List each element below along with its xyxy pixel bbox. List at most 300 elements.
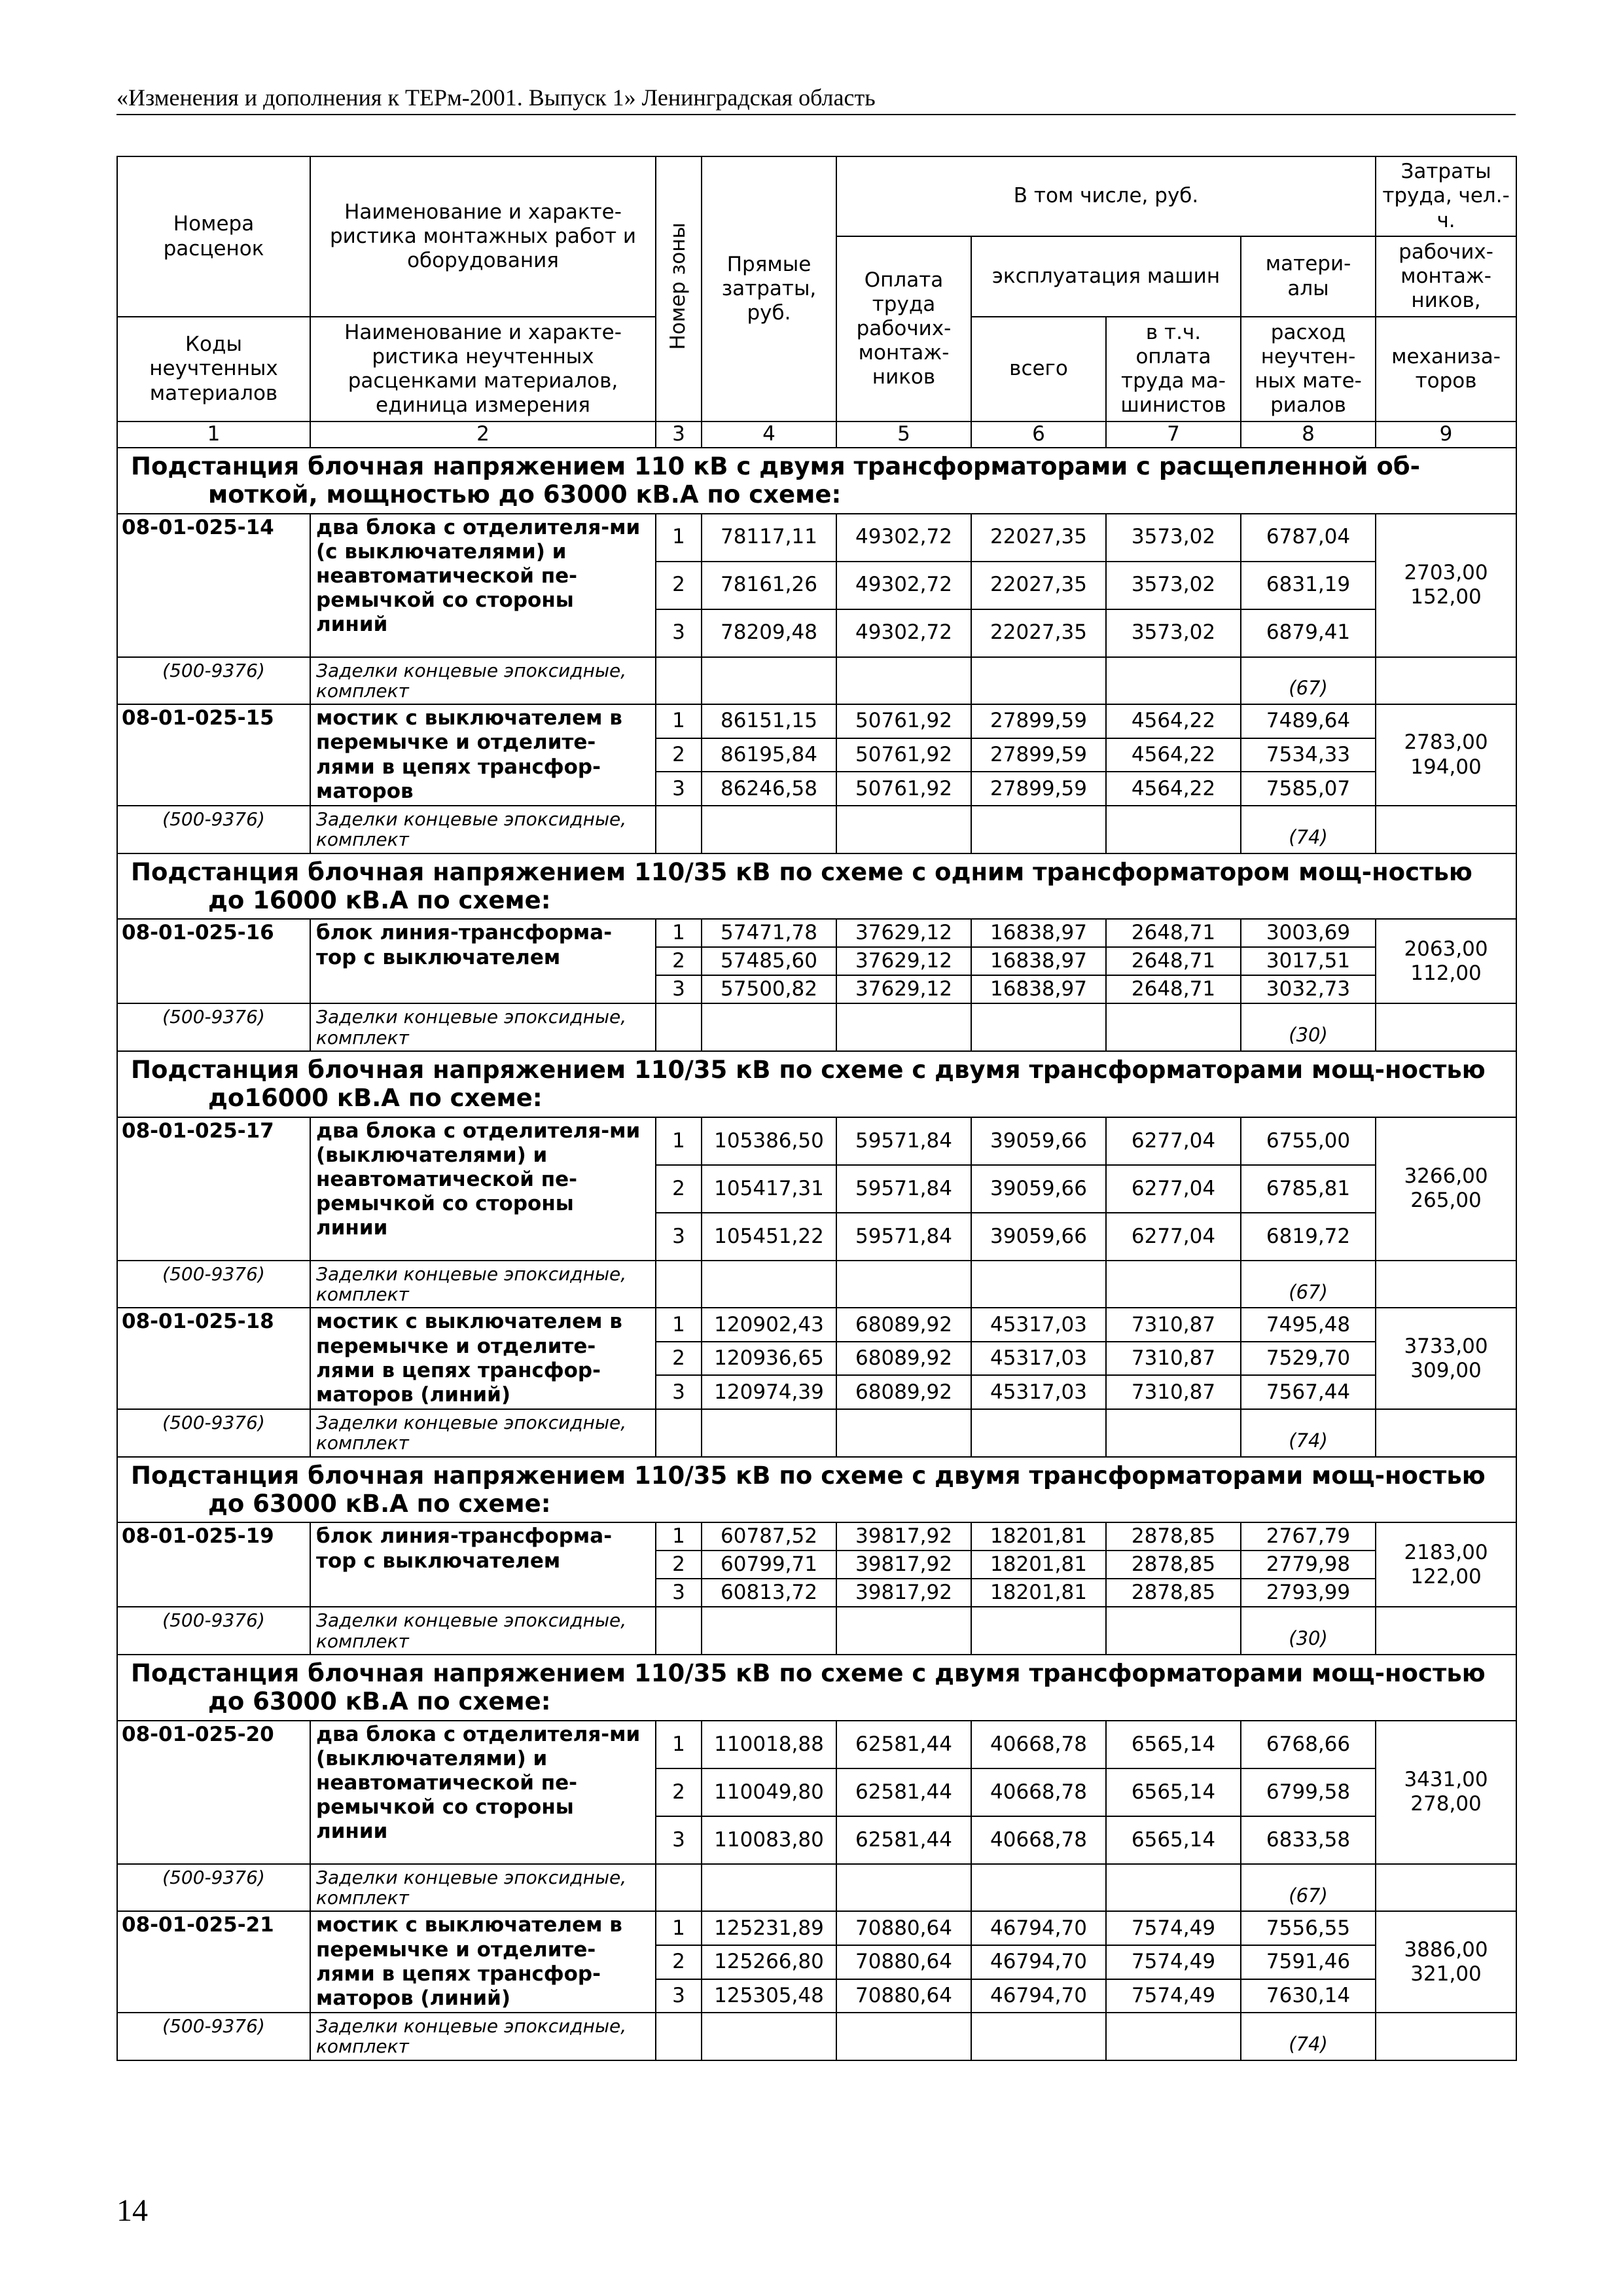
labor-mechanics: 321,00 bbox=[1410, 1962, 1482, 1986]
machinist-pay: 6565,14 bbox=[1106, 1768, 1241, 1816]
material-code: (500-9376) bbox=[117, 1261, 310, 1308]
col9-header-c: механиза-торов bbox=[1376, 317, 1516, 422]
empty-cell bbox=[1376, 2013, 1516, 2060]
section-title bbox=[117, 1051, 1516, 1117]
empty-cell bbox=[836, 2013, 971, 2060]
worker-pay: 49302,72 bbox=[836, 562, 971, 609]
work-name: блок линия-трансформа-тор с выключателем bbox=[310, 1522, 656, 1607]
col7-header: в т.ч. оплата труда ма-шинистов bbox=[1106, 317, 1241, 422]
group-header: В том числе, руб. bbox=[836, 156, 1376, 236]
machine-costs: 39059,66 bbox=[971, 1165, 1106, 1213]
material-code: (500-9376) bbox=[117, 806, 310, 853]
table-body bbox=[117, 448, 1516, 2060]
material-quantity: (67) bbox=[1241, 657, 1376, 705]
zone-number: 3 bbox=[656, 772, 702, 806]
materials-cost: 7567,44 bbox=[1241, 1375, 1376, 1409]
empty-cell bbox=[836, 1261, 971, 1308]
zone-number: 1 bbox=[656, 1911, 702, 1945]
materials-cost: 3017,51 bbox=[1241, 947, 1376, 975]
section-title-text: Подстанция блочная напряжением 110/35 кВ по схеме с одним трансформатором мощ-ностью до 16000 кВ.А по схеме: bbox=[131, 857, 1472, 915]
table-row bbox=[117, 1117, 1516, 1165]
col2-header-bottom: Наименование и характе-ристика неучтенных расценками материалов, единица измерения bbox=[310, 317, 656, 422]
labor-workers: 3886,00 bbox=[1404, 1937, 1488, 1962]
labor-workers: 3733,00 bbox=[1404, 1334, 1488, 1358]
zone-number: 2 bbox=[656, 1945, 702, 1979]
labor-workers: 3266,00 bbox=[1404, 1164, 1488, 1188]
material-code: (500-9376) bbox=[117, 2013, 310, 2060]
direct-costs: 86195,84 bbox=[702, 738, 836, 772]
col6-header: всего bbox=[971, 317, 1106, 422]
empty-cell bbox=[836, 1003, 971, 1051]
machinist-pay: 3573,02 bbox=[1106, 609, 1241, 657]
materials-cost: 3032,73 bbox=[1241, 975, 1376, 1003]
empty-cell bbox=[702, 1261, 836, 1308]
machine-costs: 45317,03 bbox=[971, 1375, 1106, 1409]
direct-costs: 125266,80 bbox=[702, 1945, 836, 1979]
empty-cell bbox=[656, 1003, 702, 1051]
material-row bbox=[117, 1261, 1516, 1308]
direct-costs: 57485,60 bbox=[702, 947, 836, 975]
empty-cell bbox=[656, 2013, 702, 2060]
empty-cell bbox=[1106, 1864, 1241, 1912]
worker-pay: 39817,92 bbox=[836, 1579, 971, 1607]
zone-number: 1 bbox=[656, 1117, 702, 1165]
zone-number: 3 bbox=[656, 975, 702, 1003]
machine-costs: 22027,35 bbox=[971, 514, 1106, 562]
materials-cost: 6833,58 bbox=[1241, 1816, 1376, 1864]
material-row bbox=[117, 1607, 1516, 1655]
machine-costs: 40668,78 bbox=[971, 1816, 1106, 1864]
material-name: Заделки концевые эпоксидные, комплект bbox=[310, 2013, 656, 2060]
material-code: (500-9376) bbox=[117, 657, 310, 705]
empty-cell bbox=[1376, 1409, 1516, 1457]
zone-number: 3 bbox=[656, 1213, 702, 1261]
material-name: Заделки концевые эпоксидные, комплект bbox=[310, 657, 656, 705]
empty-cell bbox=[971, 1003, 1106, 1051]
col4-header: Прямые затраты, руб. bbox=[702, 156, 836, 422]
material-row bbox=[117, 2013, 1516, 2060]
section-title bbox=[117, 448, 1516, 514]
worker-pay: 70880,64 bbox=[836, 1979, 971, 2013]
direct-costs: 120936,65 bbox=[702, 1342, 836, 1376]
machinist-pay: 4564,22 bbox=[1106, 772, 1241, 806]
material-code: (500-9376) bbox=[117, 1864, 310, 1912]
material-code: (500-9376) bbox=[117, 1607, 310, 1655]
empty-cell bbox=[656, 806, 702, 853]
zone-number: 2 bbox=[656, 1551, 702, 1579]
machinist-pay: 2878,85 bbox=[1106, 1522, 1241, 1551]
zone-number: 1 bbox=[656, 1308, 702, 1342]
rate-code: 08-01-025-21 bbox=[117, 1911, 310, 2013]
worker-pay: 70880,64 bbox=[836, 1945, 971, 1979]
empty-cell bbox=[971, 1261, 1106, 1308]
worker-pay: 68089,92 bbox=[836, 1375, 971, 1409]
machinist-pay: 2878,85 bbox=[1106, 1551, 1241, 1579]
col2-header-top: Наименование и характе-ристика монтажных работ и оборудования bbox=[310, 156, 656, 317]
rate-code: 08-01-025-16 bbox=[117, 919, 310, 1003]
material-row bbox=[117, 657, 1516, 705]
empty-cell bbox=[1376, 1864, 1516, 1912]
empty-cell bbox=[1106, 657, 1241, 705]
material-quantity: (30) bbox=[1241, 1607, 1376, 1655]
materials-cost: 6755,00 bbox=[1241, 1117, 1376, 1165]
col-number: 9 bbox=[1376, 422, 1516, 448]
col9-header-a: Затраты труда, чел.-ч. bbox=[1376, 156, 1516, 236]
col1-header-top: Номера расценок bbox=[117, 156, 310, 317]
labor-costs bbox=[1376, 1308, 1516, 1409]
direct-costs: 60813,72 bbox=[702, 1579, 836, 1607]
work-name: два блока с отделителя-ми (с выключателями) и неавтоматической пе-ремычкой со стороны линий bbox=[310, 514, 656, 657]
machines-header: эксплуатация машин bbox=[971, 236, 1241, 317]
table-row bbox=[117, 704, 1516, 738]
material-quantity: (74) bbox=[1241, 2013, 1376, 2060]
machinist-pay: 7574,49 bbox=[1106, 1979, 1241, 2013]
rate-code: 08-01-025-17 bbox=[117, 1117, 310, 1261]
section-title-text: Подстанция блочная напряжением 110/35 кВ по схеме с двумя трансформаторами мощ-ностью до16000 кВ.А по схеме: bbox=[131, 1056, 1486, 1113]
price-table bbox=[116, 156, 1517, 2061]
col-number: 2 bbox=[310, 422, 656, 448]
work-name: блок линия-трансформа-тор с выключателем bbox=[310, 919, 656, 1003]
machine-costs: 22027,35 bbox=[971, 562, 1106, 609]
zone-number: 3 bbox=[656, 609, 702, 657]
work-name: мостик с выключателем в перемычке и отделите-лями в цепях трансфор-маторов (линий) bbox=[310, 1911, 656, 2013]
material-row bbox=[117, 1409, 1516, 1457]
col-number: 6 bbox=[971, 422, 1106, 448]
section-title-text: Подстанция блочная напряжением 110 кВ с двумя трансформаторами с расщепленной об-моткой, мощностью до 63000 кВ.А по схеме: bbox=[131, 452, 1420, 509]
material-name: Заделки концевые эпоксидные, комплект bbox=[310, 1409, 656, 1457]
material-quantity: (30) bbox=[1241, 1003, 1376, 1051]
direct-costs: 125231,89 bbox=[702, 1911, 836, 1945]
labor-mechanics: 152,00 bbox=[1410, 585, 1482, 609]
materials-cost: 7630,14 bbox=[1241, 1979, 1376, 2013]
materials-cost: 6879,41 bbox=[1241, 609, 1376, 657]
empty-cell bbox=[1106, 1409, 1241, 1457]
worker-pay: 59571,84 bbox=[836, 1117, 971, 1165]
material-row bbox=[117, 1003, 1516, 1051]
labor-costs bbox=[1376, 704, 1516, 806]
col-number: 1 bbox=[117, 422, 310, 448]
empty-cell bbox=[702, 1409, 836, 1457]
worker-pay: 62581,44 bbox=[836, 1816, 971, 1864]
worker-pay: 59571,84 bbox=[836, 1165, 971, 1213]
labor-costs bbox=[1376, 1522, 1516, 1607]
material-name: Заделки концевые эпоксидные, комплект bbox=[310, 1003, 656, 1051]
machine-costs: 18201,81 bbox=[971, 1522, 1106, 1551]
table-row bbox=[117, 919, 1516, 947]
machine-costs: 45317,03 bbox=[971, 1308, 1106, 1342]
col-number: 8 bbox=[1241, 422, 1376, 448]
machinist-pay: 7574,49 bbox=[1106, 1945, 1241, 1979]
work-name: два блока с отделителя-ми (выключателями) и неавтоматической пе-ремычкой со стороны линии bbox=[310, 1721, 656, 1864]
materials-cost: 6787,04 bbox=[1241, 514, 1376, 562]
materials-cost: 7489,64 bbox=[1241, 704, 1376, 738]
materials-cost: 2767,79 bbox=[1241, 1522, 1376, 1551]
table-row bbox=[117, 1308, 1516, 1342]
worker-pay: 68089,92 bbox=[836, 1308, 971, 1342]
empty-cell bbox=[702, 657, 836, 705]
empty-cell bbox=[1376, 1607, 1516, 1655]
machinist-pay: 6277,04 bbox=[1106, 1117, 1241, 1165]
header-rule bbox=[116, 114, 1516, 115]
empty-cell bbox=[656, 1261, 702, 1308]
material-code: (500-9376) bbox=[117, 1003, 310, 1051]
direct-costs: 78209,48 bbox=[702, 609, 836, 657]
zone-number: 1 bbox=[656, 1522, 702, 1551]
rate-code: 08-01-025-15 bbox=[117, 704, 310, 806]
empty-cell bbox=[1106, 1261, 1241, 1308]
col-number: 5 bbox=[836, 422, 971, 448]
direct-costs: 110049,80 bbox=[702, 1768, 836, 1816]
direct-costs: 78117,11 bbox=[702, 514, 836, 562]
zone-number: 2 bbox=[656, 562, 702, 609]
material-quantity: (74) bbox=[1241, 806, 1376, 853]
col8-header-top: матери-алы bbox=[1241, 236, 1376, 317]
material-name: Заделки концевые эпоксидные, комплект bbox=[310, 806, 656, 853]
section-title bbox=[117, 1457, 1516, 1523]
material-quantity: (74) bbox=[1241, 1409, 1376, 1457]
col9-header-b: рабочих-монтаж-ников, bbox=[1376, 236, 1516, 317]
zone-number: 3 bbox=[656, 1375, 702, 1409]
zone-number: 2 bbox=[656, 1768, 702, 1816]
empty-cell bbox=[1376, 1003, 1516, 1051]
machinist-pay: 2648,71 bbox=[1106, 975, 1241, 1003]
materials-cost: 6768,66 bbox=[1241, 1721, 1376, 1768]
machine-costs: 27899,59 bbox=[971, 772, 1106, 806]
materials-cost: 7495,48 bbox=[1241, 1308, 1376, 1342]
section-title-text: Подстанция блочная напряжением 110/35 кВ по схеме с двумя трансформаторами мощ-ностью до 63000 кВ.А по схеме: bbox=[131, 1461, 1486, 1518]
col5-header: Оплата труда рабочих-монтаж-ников bbox=[836, 236, 971, 422]
empty-cell bbox=[656, 1607, 702, 1655]
machine-costs: 16838,97 bbox=[971, 975, 1106, 1003]
machine-costs: 27899,59 bbox=[971, 704, 1106, 738]
zone-number: 1 bbox=[656, 919, 702, 947]
worker-pay: 39817,92 bbox=[836, 1522, 971, 1551]
empty-cell bbox=[971, 1607, 1106, 1655]
materials-cost: 7556,55 bbox=[1241, 1911, 1376, 1945]
direct-costs: 120974,39 bbox=[702, 1375, 836, 1409]
machine-costs: 22027,35 bbox=[971, 609, 1106, 657]
machine-costs: 18201,81 bbox=[971, 1551, 1106, 1579]
table-row bbox=[117, 1911, 1516, 1945]
work-name: два блока с отделителя-ми (выключателями) и неавтоматической пе-ремычкой со стороны линии bbox=[310, 1117, 656, 1261]
materials-cost: 7529,70 bbox=[1241, 1342, 1376, 1376]
direct-costs: 57471,78 bbox=[702, 919, 836, 947]
machinist-pay: 4564,22 bbox=[1106, 704, 1241, 738]
empty-cell bbox=[702, 1003, 836, 1051]
direct-costs: 57500,82 bbox=[702, 975, 836, 1003]
machinist-pay: 3573,02 bbox=[1106, 514, 1241, 562]
machine-costs: 45317,03 bbox=[971, 1342, 1106, 1376]
zone-number: 1 bbox=[656, 514, 702, 562]
section-title-text: Подстанция блочная напряжением 110/35 кВ по схеме с двумя трансформаторами мощ-ностью до 63000 кВ.А по схеме: bbox=[131, 1659, 1486, 1716]
labor-mechanics: 112,00 bbox=[1410, 961, 1482, 985]
direct-costs: 120902,43 bbox=[702, 1308, 836, 1342]
material-name: Заделки концевые эпоксидные, комплект bbox=[310, 1261, 656, 1308]
machinist-pay: 4564,22 bbox=[1106, 738, 1241, 772]
machine-costs: 40668,78 bbox=[971, 1768, 1106, 1816]
worker-pay: 50761,92 bbox=[836, 772, 971, 806]
labor-mechanics: 122,00 bbox=[1410, 1564, 1482, 1588]
work-name: мостик с выключателем в перемычке и отделите-лями в цепях трансфор-маторов (линий) bbox=[310, 1308, 656, 1409]
zone-number: 2 bbox=[656, 1165, 702, 1213]
worker-pay: 70880,64 bbox=[836, 1911, 971, 1945]
direct-costs: 110018,88 bbox=[702, 1721, 836, 1768]
machinist-pay: 6277,04 bbox=[1106, 1165, 1241, 1213]
materials-cost: 6819,72 bbox=[1241, 1213, 1376, 1261]
rate-code: 08-01-025-19 bbox=[117, 1522, 310, 1607]
machine-costs: 46794,70 bbox=[971, 1911, 1106, 1945]
material-name: Заделки концевые эпоксидные, комплект bbox=[310, 1864, 656, 1912]
direct-costs: 86151,15 bbox=[702, 704, 836, 738]
direct-costs: 78161,26 bbox=[702, 562, 836, 609]
worker-pay: 39817,92 bbox=[836, 1551, 971, 1579]
worker-pay: 50761,92 bbox=[836, 704, 971, 738]
col-number: 3 bbox=[656, 422, 702, 448]
worker-pay: 37629,12 bbox=[836, 919, 971, 947]
direct-costs: 110083,80 bbox=[702, 1816, 836, 1864]
worker-pay: 49302,72 bbox=[836, 514, 971, 562]
labor-costs bbox=[1376, 514, 1516, 657]
machinist-pay: 7310,87 bbox=[1106, 1375, 1241, 1409]
empty-cell bbox=[1376, 806, 1516, 853]
material-code: (500-9376) bbox=[117, 1409, 310, 1457]
materials-cost: 2793,99 bbox=[1241, 1579, 1376, 1607]
empty-cell bbox=[971, 806, 1106, 853]
machine-costs: 46794,70 bbox=[971, 1979, 1106, 2013]
machine-costs: 39059,66 bbox=[971, 1213, 1106, 1261]
col1-header-bottom: Коды неучтенных материалов bbox=[117, 317, 310, 422]
machine-costs: 18201,81 bbox=[971, 1579, 1106, 1607]
table-row bbox=[117, 1522, 1516, 1551]
worker-pay: 62581,44 bbox=[836, 1721, 971, 1768]
machine-costs: 39059,66 bbox=[971, 1117, 1106, 1165]
empty-cell bbox=[971, 1409, 1106, 1457]
direct-costs: 105386,50 bbox=[702, 1117, 836, 1165]
worker-pay: 49302,72 bbox=[836, 609, 971, 657]
machine-costs: 40668,78 bbox=[971, 1721, 1106, 1768]
worker-pay: 68089,92 bbox=[836, 1342, 971, 1376]
labor-workers: 2783,00 bbox=[1404, 730, 1488, 755]
empty-cell bbox=[836, 657, 971, 705]
machinist-pay: 6565,14 bbox=[1106, 1816, 1241, 1864]
work-name: мостик с выключателем в перемычке и отделите-лями в цепях трансфор-маторов bbox=[310, 704, 656, 806]
empty-cell bbox=[702, 1607, 836, 1655]
zone-number: 2 bbox=[656, 738, 702, 772]
empty-cell bbox=[656, 1409, 702, 1457]
empty-cell bbox=[836, 1864, 971, 1912]
direct-costs: 60799,71 bbox=[702, 1551, 836, 1579]
material-row bbox=[117, 806, 1516, 853]
empty-cell bbox=[836, 806, 971, 853]
col-number: 4 bbox=[702, 422, 836, 448]
worker-pay: 50761,92 bbox=[836, 738, 971, 772]
empty-cell bbox=[836, 1409, 971, 1457]
section-title bbox=[117, 1655, 1516, 1721]
labor-costs bbox=[1376, 1721, 1516, 1864]
machine-costs: 16838,97 bbox=[971, 919, 1106, 947]
materials-cost: 3003,69 bbox=[1241, 919, 1376, 947]
labor-costs bbox=[1376, 1117, 1516, 1261]
machinist-pay: 6277,04 bbox=[1106, 1213, 1241, 1261]
zone-number: 2 bbox=[656, 1342, 702, 1376]
materials-cost: 7591,46 bbox=[1241, 1945, 1376, 1979]
labor-workers: 3431,00 bbox=[1404, 1767, 1488, 1791]
material-row bbox=[117, 1864, 1516, 1912]
direct-costs: 125305,48 bbox=[702, 1979, 836, 2013]
machinist-pay: 7574,49 bbox=[1106, 1911, 1241, 1945]
worker-pay: 62581,44 bbox=[836, 1768, 971, 1816]
table-row bbox=[117, 1721, 1516, 1768]
labor-mechanics: 278,00 bbox=[1410, 1792, 1482, 1816]
empty-cell bbox=[702, 1864, 836, 1912]
worker-pay: 37629,12 bbox=[836, 947, 971, 975]
empty-cell bbox=[656, 657, 702, 705]
section-title bbox=[117, 853, 1516, 920]
page-number: 14 bbox=[116, 2193, 148, 2228]
direct-costs: 105451,22 bbox=[702, 1213, 836, 1261]
machinist-pay: 6565,14 bbox=[1106, 1721, 1241, 1768]
labor-workers: 2703,00 bbox=[1404, 560, 1488, 584]
material-quantity: (67) bbox=[1241, 1261, 1376, 1308]
material-name: Заделки концевые эпоксидные, комплект bbox=[310, 1607, 656, 1655]
materials-cost: 7585,07 bbox=[1241, 772, 1376, 806]
machine-costs: 27899,59 bbox=[971, 738, 1106, 772]
machinist-pay: 2648,71 bbox=[1106, 919, 1241, 947]
empty-cell bbox=[1106, 806, 1241, 853]
empty-cell bbox=[971, 657, 1106, 705]
col-number: 7 bbox=[1106, 422, 1241, 448]
labor-mechanics: 309,00 bbox=[1410, 1358, 1482, 1382]
empty-cell bbox=[1106, 1003, 1241, 1051]
materials-cost: 7534,33 bbox=[1241, 738, 1376, 772]
material-quantity: (67) bbox=[1241, 1864, 1376, 1912]
machine-costs: 16838,97 bbox=[971, 947, 1106, 975]
machinist-pay: 2878,85 bbox=[1106, 1579, 1241, 1607]
materials-cost: 6799,58 bbox=[1241, 1768, 1376, 1816]
machinist-pay: 7310,87 bbox=[1106, 1308, 1241, 1342]
machinist-pay: 7310,87 bbox=[1106, 1342, 1241, 1376]
col8-header-bottom: расход неучтен-ных мате-риалов bbox=[1241, 317, 1376, 422]
zone-number: 3 bbox=[656, 1816, 702, 1864]
zone-number: 2 bbox=[656, 947, 702, 975]
empty-cell bbox=[702, 2013, 836, 2060]
direct-costs: 60787,52 bbox=[702, 1522, 836, 1551]
materials-cost: 6831,19 bbox=[1241, 562, 1376, 609]
table-row bbox=[117, 514, 1516, 562]
empty-cell bbox=[1106, 1607, 1241, 1655]
labor-workers: 2063,00 bbox=[1404, 937, 1488, 961]
labor-costs bbox=[1376, 919, 1516, 1003]
labor-mechanics: 194,00 bbox=[1410, 755, 1482, 779]
worker-pay: 37629,12 bbox=[836, 975, 971, 1003]
empty-cell bbox=[971, 1864, 1106, 1912]
materials-cost: 2779,98 bbox=[1241, 1551, 1376, 1579]
rate-code: 08-01-025-20 bbox=[117, 1721, 310, 1864]
empty-cell bbox=[836, 1607, 971, 1655]
zone-number-label: Номер зоны bbox=[666, 222, 690, 350]
machinist-pay: 2648,71 bbox=[1106, 947, 1241, 975]
empty-cell bbox=[702, 806, 836, 853]
labor-mechanics: 265,00 bbox=[1410, 1189, 1482, 1213]
direct-costs: 105417,31 bbox=[702, 1165, 836, 1213]
labor-costs bbox=[1376, 1911, 1516, 2013]
materials-cost: 6785,81 bbox=[1241, 1165, 1376, 1213]
labor-workers: 2183,00 bbox=[1404, 1540, 1488, 1564]
zone-number: 1 bbox=[656, 704, 702, 738]
col3-header bbox=[656, 156, 702, 422]
machine-costs: 46794,70 bbox=[971, 1945, 1106, 1979]
rate-code: 08-01-025-14 bbox=[117, 514, 310, 657]
